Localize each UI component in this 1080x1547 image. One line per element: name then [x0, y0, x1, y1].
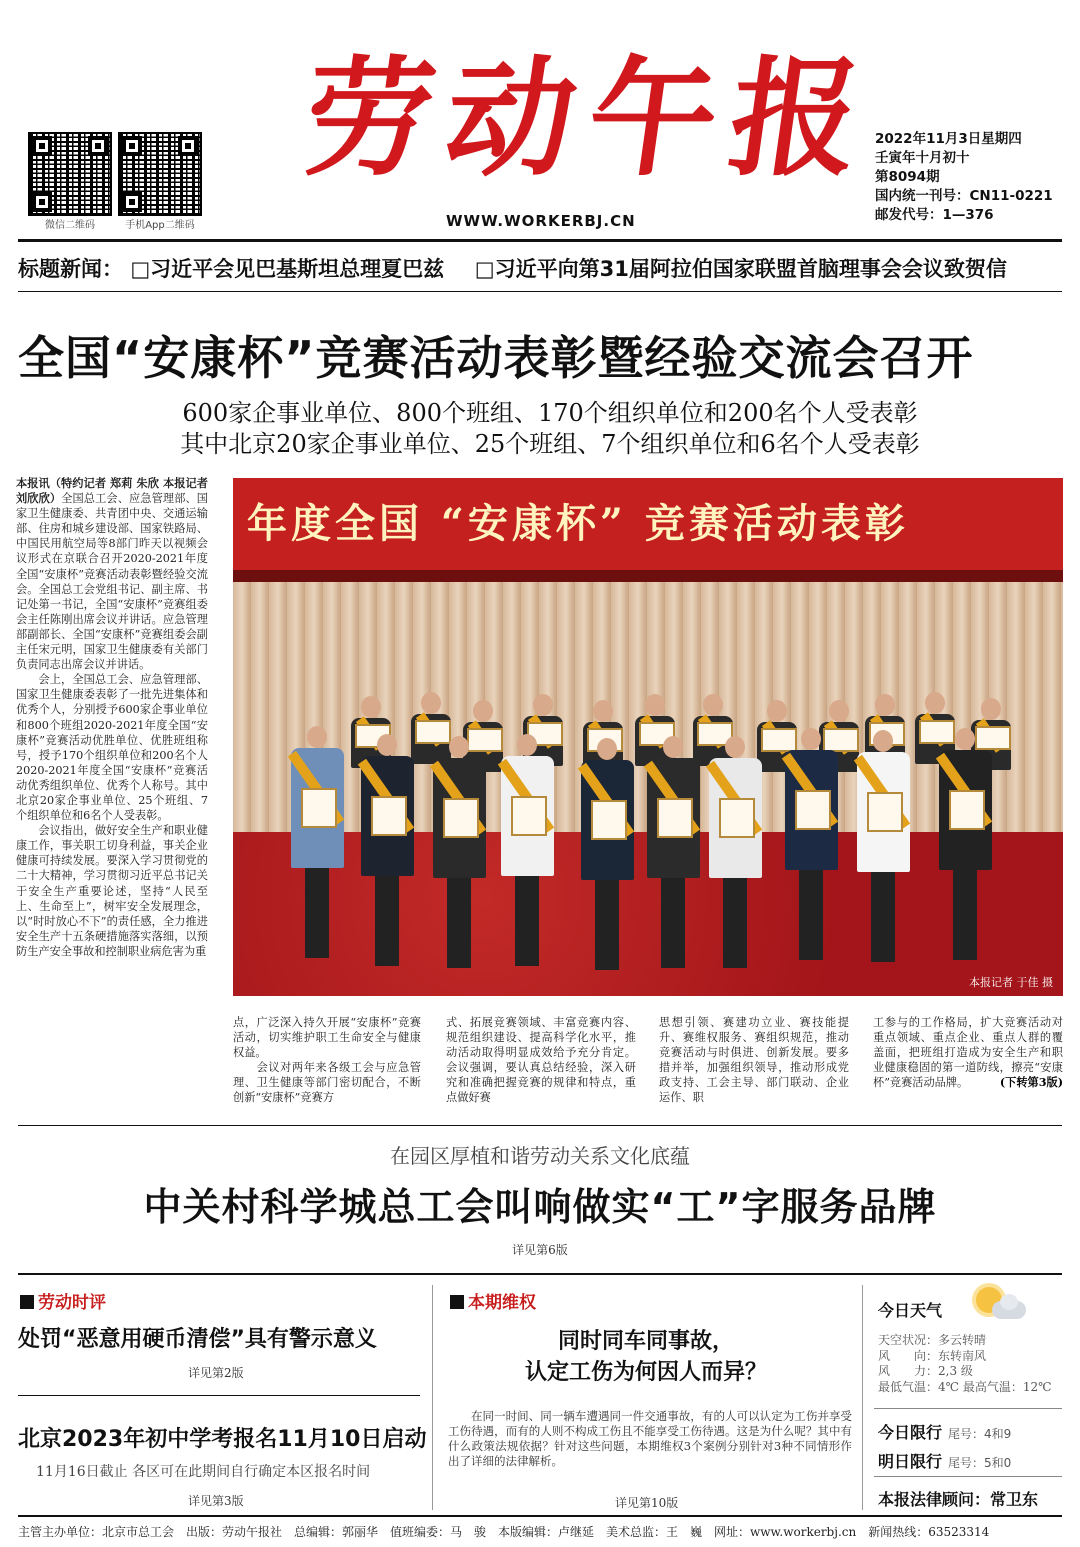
continued-note[interactable]: (下转第3版): [999, 1075, 1063, 1090]
pub-date: 2022年11月3日星期四: [875, 131, 1022, 147]
pub-issue: 第8094期: [875, 169, 940, 185]
pub-cn-number: 国内统一刊号：CN11-0221: [875, 188, 1053, 204]
lead-headline[interactable]: 全国“安康杯”竞赛活动表彰暨经验交流会召开: [18, 331, 974, 385]
rights-headline-line: 同时同车同事故，: [557, 1329, 734, 1354]
publication-info: [875, 130, 1053, 225]
lead-subtitle-line: 600家企事业单位、800个班组、170个组织单位和200名个人受表彰: [182, 399, 918, 427]
headline-news-bar: [18, 253, 1068, 283]
commentary-see-page[interactable]: 详见第2版: [188, 1366, 244, 1380]
partly-cloudy-icon: [970, 1285, 1030, 1325]
rights-headline-line: 认定工伤为何因人而异？: [524, 1360, 767, 1385]
lead-body-col2: 点，广泛深入持久开展“安康杯”竞赛活动，切实维护职工生命安全与健康权益。 会议对两年来各级工会与应急管理、卫生健康等部门密切配合，不断创新“安康杯”竞赛方: [233, 1016, 421, 1105]
lead-body-col3: 式、拓展竞赛领域、丰富竞赛内容、规范组织建设、提高科学化水平，推动活动取得明显成效给予充分肯定。会议强调，要认真总结经验，深入研究和准确把握竞赛的规律和特点，重点做好赛: [446, 1016, 636, 1105]
pub-postal-code: 邮发代号：1—376: [875, 207, 994, 223]
lead-subtitle-line: 其中北京20家企事业单位、25个班组、7个组织单位和6名个人受表彰: [180, 430, 920, 458]
footer-credits: 主管主办单位：北京市总工会 出版：劳动午报社 总编辑：郭丽华 值班编委：马 骏 本版编辑：卢继延 美术总监：王 巍 网址：www.workerbj.cn 新闻热线：63523314: [18, 1525, 990, 1539]
section-label-commentary: 劳动时评: [20, 1288, 106, 1313]
headline-news-item[interactable]: □习近平向第31届阿拉伯国家联盟首脑理事会会议致贺信: [474, 257, 1007, 281]
second-headline[interactable]: 中关村科学城总工会叫响做实“工”字服务品牌: [143, 1185, 937, 1229]
masthead-divider: [18, 239, 1062, 242]
lead-body-para: 全国总工会、应急管理部、国家卫生健康委、共青团中央、交通运输部、住房和城乡建设部、国家铁路局、中国民用航空局等8部门昨天以视频会议形式在京联合召开2020-2021年度全国“安康杯”竞赛活动表彰暨经验交流会。全国总工会党组书记、副主席、书记处第一书记，全国“安康杯”竞赛组委会主任陈刚出席会议并讲话。应急管理部副部长、全国“安康杯”竞赛组委会副主任宋元明，国家卫生健康委有关部门负责同志出席会议并讲话。: [16, 492, 208, 672]
photo-credit: 本报记者 于佳 摄: [969, 976, 1053, 989]
exam-desc: 11月16日截止 各区可在此期间自行确定本区报名时间: [36, 1464, 371, 1480]
lead-byline: 本报讯（特约记者 郑莉 朱欣 本报记者 刘欣欣）: [16, 476, 208, 506]
lead-body-para: 工参与的工作格局，扩大竞赛活动对重点领域、重点企业、重点人群的覆盖面，把班组打造成为安全生产和职业健康稳固的第一道防线，擦亮“安康杯”竞赛活动品牌。: [873, 1016, 1063, 1090]
legal-advisor: 本报法律顾问：常卫东: [878, 1490, 1039, 1509]
website-url[interactable]: WWW.WORKERBJ.CN: [446, 212, 636, 230]
qr-label-wechat: 微信二维码: [45, 220, 95, 231]
divider: [874, 1476, 1062, 1477]
second-see-page[interactable]: 详见第6版: [512, 1243, 568, 1257]
divider: [18, 1395, 420, 1396]
square-bullet-icon: [450, 1295, 464, 1309]
weather-wind-force: 风 力：2,3 级: [878, 1364, 973, 1378]
divider: [18, 1125, 1062, 1126]
newspaper-logo: 劳动午报: [294, 44, 884, 194]
column-divider: [862, 1285, 863, 1510]
rights-see-page[interactable]: 详见第10版: [615, 1496, 679, 1510]
pub-lunar-date: 壬寅年十月初十: [875, 150, 970, 166]
lead-body-col5: [873, 1015, 1063, 1090]
tomorrow-traffic-limit: 明日限行 尾号：5和0: [878, 1452, 1012, 1471]
weather-wind-direction: 风 向：东转南风: [878, 1348, 987, 1363]
lead-subtitle: [100, 398, 1000, 460]
lead-photo: [233, 478, 1063, 996]
exam-see-page[interactable]: 详见第3版: [188, 1494, 244, 1508]
lead-body-col1: [16, 476, 208, 959]
weather-details: [878, 1333, 1052, 1395]
qr-code-wechat: [28, 132, 112, 231]
divider: [874, 1408, 1062, 1409]
headline-news-item[interactable]: □习近平会见巴基斯坦总理夏巴兹: [130, 257, 445, 281]
headline-news-label: 标题新闻：: [18, 257, 123, 281]
divider: [18, 1273, 1062, 1275]
today-traffic-limit: 今日限行 尾号：4和9: [878, 1423, 1012, 1442]
weather-sky: 天空状况：多云转晴: [878, 1333, 987, 1347]
rights-body: 在同一时间、同一辆车遭遇同一件交通事故，有的人可以认定为工伤并享受工伤待遇，而有的人则不构成工伤且不能享受工伤待遇。这是为什么呢？其中有什么政策法规依据？针对这些问题，本期维权3个案例分别针对3种不同情形作出了详细的法律解析。: [448, 1409, 852, 1468]
second-kicker: 在园区厚植和谐劳动关系文化底蕴: [390, 1144, 690, 1168]
commentary-headline[interactable]: 处罚“恶意用硬币清偿”具有警示意义: [18, 1327, 377, 1352]
column-divider: [432, 1285, 433, 1510]
rights-headline[interactable]: [446, 1326, 846, 1388]
lead-body-col4: 思想引领、赛建功立业、赛技能提升、赛维权服务、赛组织规范，推动竞赛活动与时俱进、创新发展。要多措并举，加强组织领导，推动形成党政支持、工会主导、部门联动、企业运作、职: [659, 1016, 849, 1105]
qr-code-app: [118, 132, 202, 231]
weather-label: 今日天气: [878, 1301, 943, 1320]
exam-headline[interactable]: 北京2023年初中学考报名11月10日启动: [18, 1427, 427, 1452]
qr-label-app: 手机App二维码: [125, 220, 195, 231]
square-bullet-icon: [20, 1295, 34, 1309]
weather-temperature: 最低气温：4℃ 最高气温：12℃: [878, 1379, 1052, 1394]
lead-body-para: 会上，全国总工会、应急管理部、国家卫生健康委表彰了一批先进集体和优秀个人，分别授予600家企事业单位和800个班组2020-2021年度全国“安康杯”竞赛活动优胜单位、优胜班组称号，授予170个组织单位和200名个人2020-2021年度全国“安康杯”竞赛活动优秀组织单位、优秀个人称号。其中北京20家企事业单位、25个班组、7个组织单位和6名个人受表彰。: [16, 673, 208, 823]
footer-divider: [18, 1515, 1062, 1517]
lead-body-para: 会议指出，做好安全生产和职业健康工作，事关职工切身利益，事关企业健康可持续发展。要深入学习贯彻党的二十大精神，学习贯彻习近平总书记关于安全生产重要论述，坚持“人民至上、生命至上”，树牢安全发展理念，以“时时放心不下”的责任感，全力推进安全生产十五条硬措施落实落细，以预防生产安全事故和控制职业病危害为重: [16, 824, 208, 958]
photo-banner: 年度全国 “安康杯” 竞赛活动表彰: [233, 478, 1063, 570]
divider: [18, 291, 1062, 292]
section-label-rights: 本期维权: [450, 1288, 536, 1313]
